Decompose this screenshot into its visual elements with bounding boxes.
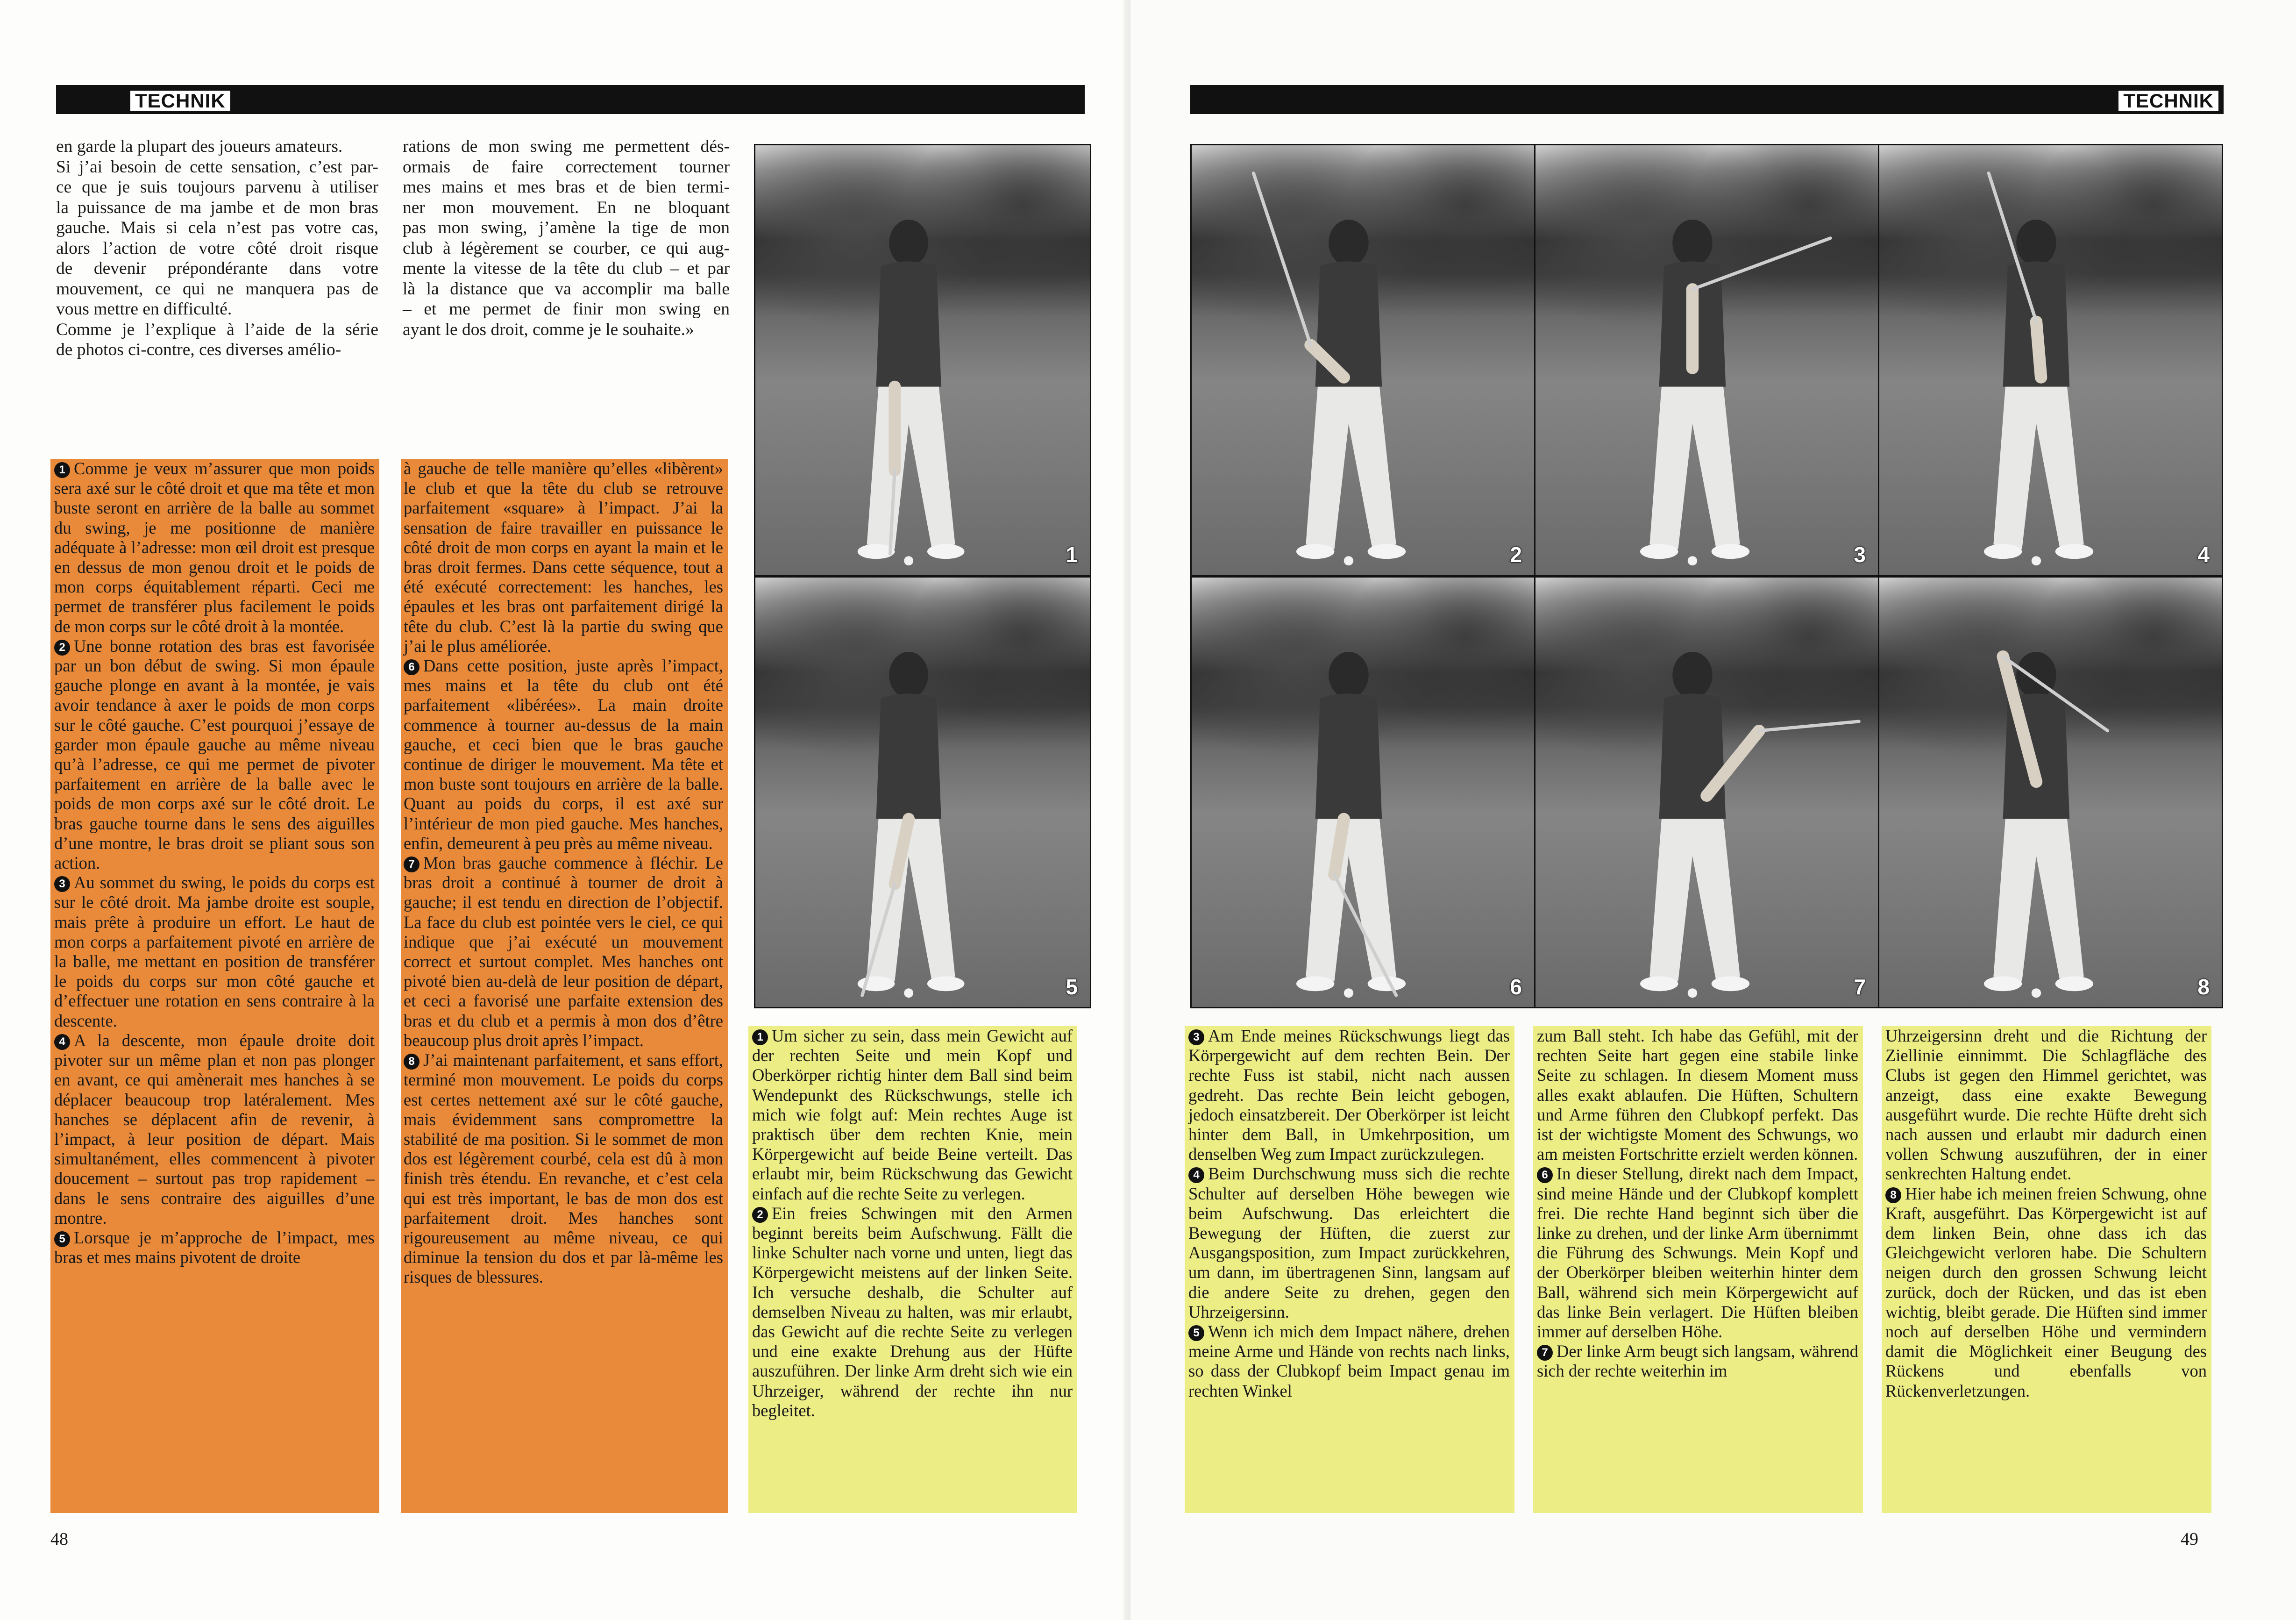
step-number-badge: 3 [54,876,70,892]
french-caption-column-2 [401,459,728,1513]
caption-paragraph [752,1204,1073,1420]
german-caption-column-5-7 [1533,1026,1863,1513]
golfer-figure [755,145,1090,575]
french-caption-column-1 [50,459,379,1513]
intro-line: la puissance de ma jambe et de mon bras [56,198,378,217]
caption-paragraph [1188,1026,1510,1164]
intro-line: gauche. Mais si cela n’est pas votre cas, [56,218,378,237]
step-number-badge: 1 [54,462,70,478]
photo-number: 7 [1854,975,1866,999]
intro-line: mente la vitesse de la tête du club – et par [403,259,730,278]
intro-line: club à légèrement se courber, ce qui aug- [403,238,730,258]
step-number-badge: 3 [1188,1029,1204,1045]
caption-text: Hier habe ich meinen freien Schwung, ohne Kraft, ausgeführt. Das Körpergewicht ist auf dem linken Bein, ohne dass ich das Gleichgewicht verloren habe. Die Schultern neigen durch den grossen Schwung leicht zurück, doch der Rücken, und das ist eben wichtig, bleibt gerade. Die Hüften sind immer noch auf derselben Höhe und vermindern damit die Möglichkeit einer Beugung des Rückens und ebenfalls von Rückenverletzungen. [1885,1184,2207,1400]
swing-photo-8 [1878,576,2223,1008]
step-number-badge: 2 [54,640,70,656]
caption-text: Der linke Arm beugt sich langsam, während sich der rechte weiterhin im [1537,1342,1858,1381]
step-number-badge: 1 [752,1029,768,1045]
golfer-figure [1535,145,1878,575]
page-number-left: 48 [50,1529,68,1549]
caption-paragraph [404,459,723,656]
step-number-badge: 4 [54,1034,70,1050]
caption-text: Um sicher zu sein, dass mein Gewicht auf der rechten Seite und mein Kopf und Oberkörper richtig hinter dem Ball sind beim Wendepunkt des Rückschwungs, stelle ich mich wie folgt auf: Mein rechtes Auge ist praktisch über dem rechten Knie, mein Körpergewicht auf beide Beine verteilt. Das erlaubt mir, beim Rückschwung das Gewicht einfach auf die rechte Seite zu verlegen. [752,1026,1073,1203]
golfer-figure [1879,578,2222,1007]
caption-text: Comme je veux m’assurer que mon poids sera axé sur le côté droit et que ma tête et mon buste seront en arrière de la balle au sommet du swing, je me positionne de manière adéquate à l’adresse: mon œil droit est presque en dessus de mon genou droit et le poids de mon corps équitablement réparti. Ceci me permet de transférer plus facilement le poids de mon corps sur le côté droit à la montée. [54,459,375,636]
caption-paragraph [404,1050,723,1287]
step-number-badge: 6 [1537,1167,1553,1183]
caption-text: Am Ende meines Rückschwungs liegt das Körpergewicht auf dem rechten Bein. Der rechte Fuss ist stabil, nicht nach aussen gedreht. Das rechte Bein leicht gebogen, jedoch einsatzbereit. Der Oberkörper ist leicht hinter dem Ball, in Umkehrposition, um denselben Weg zum Impact zurückzulegen. [1188,1026,1510,1164]
swing-photo-1 [754,144,1091,576]
intro-line: rations de mon swing me permettent dés- [403,137,730,156]
step-number-badge: 8 [404,1054,419,1070]
intro-line: de photos ci-contre, ces diverses amélio- [56,340,341,359]
intro-line: ormais de faire correctement tourner [403,157,730,177]
caption-text: In dieser Stellung, direkt nach dem Impact, sind meine Hände und der Clubkopf komplett frei. Die rechte Hand beginnt sich über die linke zu drehen, und der linke Arm übernimmt die Führung des Schwungs. Mein Kopf und der Oberkörper bleiben weiterhin hinter dem Ball, während sich mein Körpergewicht auf das linke Bein verlagert. Die Hüften bleiben immer auf derselben Höhe. [1537,1164,1858,1342]
caption-paragraph [54,459,375,636]
swing-photo-4 [1878,144,2223,576]
caption-text: à gauche de telle manière qu’elles «libèrent» le club et que la tête du club se retrouve parfaitement «square» à l’impact. J’ai la sensation de faire travailler en puissance le côté droit de mon corps en ayant la main et le bras droit fermes. Dans cette séquence, tout a été exécuté correctement: les hanches, les épaules et les bras ont parfaitement dirigé la tête du club. C’est là la partie du swing que j’ai le plus améliorée. [404,459,723,656]
right-page [1130,0,2296,1620]
intro-line: là la distance que va accomplir ma balle [403,279,730,299]
section-label: TECHNIK [129,89,232,113]
intro-line: pas mon swing, j’amène la tige de mon [403,218,730,237]
step-number-badge: 7 [1537,1345,1553,1361]
step-number-badge: 2 [752,1207,768,1223]
caption-text: zum Ball steht. Ich habe das Gefühl, mit der rechten Seite hart gegen eine stabile linke Seite zu schlagen. In diesem Moment muss alles exakt ablaufen. Die Hüften, Schultern und Arme führen den Clubkopf perfekt. Das ist der wichtigste Moment des Schwungs, wo am meisten Fortschritte erzielt werden können. [1537,1026,1858,1164]
intro-line: ner mon mouvement. En ne bloquant [403,198,730,217]
golfer-figure [1535,578,1878,1007]
photo-number: 5 [1066,975,1078,999]
photo-number: 1 [1066,542,1078,567]
caption-paragraph [1885,1026,2207,1184]
caption-text: Ein freies Schwingen mit den Armen beginnt bereits beim Aufschwung. Fällt die linke Schulter nach vorne und unten, liegt das Körpergewicht meistens auf der linken Seite. Ich versuche deshalb, die Schulter auf demselben Niveau zu halten, was mir erlaubt, das Gewicht auf die rechte Seite zu verlegen und eine exakte Drehung aus der Hüfte auszuführen. Der linke Arm dreht sich wie ein Uhrzeiger, während der rechte ihn nur begleitet. [752,1203,1073,1420]
caption-paragraph [1537,1026,1858,1164]
german-caption-column-7-8 [1882,1026,2211,1513]
step-number-badge: 5 [54,1231,70,1247]
intro-column-1 [56,136,378,360]
golfer-figure [1192,145,1534,575]
caption-text: Une bonne rotation des bras est favorisée par un bon début de swing. Si mon épaule gauche plonge en avant à la montée, je vais avoir tendance à axer le poids de mon corps sur le côté gauche. C’est pourquoi j’essaye de garder mon épaule gauche au même niveau qu’à l’adresse, ce qui me permet de pivoter parfaitement en arrière de la balle avec le poids de mon corps axé sur le côté droit. Le bras gauche tourne dans le sens des aiguilles d’une montre, le bras droit se pliant sous son action. [54,636,375,873]
caption-text: Au sommet du swing, le poids du corps est sur le côté droit. Ma jambe droite est souple, mais prête à produire un effort. Le haut de mon corps a parfaitement pivoté en arrière de la balle, me mettant en position de transférer le poids du corps sur mon côté gauche et d’effectuer une rotation en sens contraire à la descente. [54,873,375,1030]
intro-line: vous mettre en difficulté. [56,300,232,319]
intro-line: – et me permet de finir mon swing en [403,300,730,319]
step-number-badge: 5 [1188,1325,1204,1341]
golfer-figure [1192,578,1534,1007]
photo-number: 2 [1510,542,1522,567]
photo-number: 4 [2197,542,2210,567]
section-banner [56,85,1085,114]
intro-line: de devenir prépondérante dans votre [56,259,378,278]
intro-line: Si j’ai besoin de cette sensation, c’est par- [56,157,378,177]
section-banner-right [1190,85,2224,114]
intro-line: mouvement, ce qui ne manquera pas de [56,279,378,299]
caption-paragraph [54,1228,375,1267]
caption-paragraph [1537,1342,1858,1381]
caption-paragraph [404,656,723,853]
golfer-figure [755,578,1090,1007]
german-caption-column [748,1026,1077,1513]
intro-line: mes mains et mes bras et de bien termi- [403,178,730,197]
step-number-badge: 8 [1885,1187,1901,1203]
caption-paragraph [1188,1164,1510,1322]
swing-photo-7 [1534,576,1879,1008]
caption-text: J’ai maintenant parfaitement, et sans effort, terminé mon mouvement. Le poids du corps est certes nettement axé sur le côté gauche, mais évidemment sans compromettre la stabilité de ma position. Si le sommet de mon dos est légèrement courbé, cela est dû à mon finish très étendu. En revanche, et c’est cela qui est très important, le bas de mon dos est parfaitement droit. Mes hanches sont rigoureusement au même niveau, ce qui diminue la tension du dos et par là-même les risques de blessures. [404,1050,723,1287]
swing-photo-3 [1534,144,1879,576]
caption-paragraph [1885,1184,2207,1401]
intro-column-2 [403,136,730,340]
german-caption-column-3-5 [1185,1026,1514,1513]
caption-text: Uhrzeigersinn dreht und die Richtung der Ziellinie einnimmt. Die Schlagfläche des Clubs ist gegen den Himmel gerichtet, was anzeigt, dass eine exakte Bewegung ausgeführt wurde. Die rechte Hüfte dreht sich nach aussen und erlaubt mir dadurch einen vollen Schwung auszuführen, der in einer senkrechten Haltung endet. [1885,1026,2207,1184]
section-label-right: TECHNIK [2117,89,2220,113]
intro-line: ce que je suis toujours parvenu à utiliser [56,178,378,197]
caption-text: A la descente, mon épaule droite doit pivoter sur un même plan et non pas plonger en avant, ce qui amènerait mes hanches à se déplacer beaucoup trop latéralement. Mes hanches se déplacent afin de revenir, à l’impact, à leur position de départ. Mais simultanément, elles commencent à pivoter doucement – surtout pas trop rapidement – dans le sens contraire des aiguilles d’une montre. [54,1030,375,1227]
intro-line: en garde la plupart des joueurs amateurs. [56,137,343,156]
photo-number: 3 [1854,542,1866,567]
step-number-badge: 7 [404,856,419,872]
caption-paragraph [1188,1322,1510,1401]
step-number-badge: 4 [1188,1167,1204,1183]
caption-paragraph [54,1031,375,1228]
intro-line: alors l’action de votre côté droit risque [56,238,378,258]
swing-photo-6 [1190,576,1535,1008]
photo-number: 8 [2197,975,2210,999]
page-number-right: 49 [2181,1529,2198,1549]
caption-paragraph [1537,1164,1858,1342]
caption-paragraph [54,636,375,873]
caption-paragraph [54,873,375,1031]
caption-text: Mon bras gauche commence à fléchir. Le bras droit a continué à tourner de droit à gauche; il est tendu en direction de l’objectif. La face du club est pointée vers le ciel, ce qui indique que j’ai exécuté un mouvement correct et surtout complet. Mes hanches ont pivoté bien au-delà de leur position de départ, et ceci a favorisé une parfaite extension des bras et du club et a permis à mon dos d’être beaucoup plus droit après l’impact. [404,853,723,1050]
swing-photo-2 [1190,144,1535,576]
step-number-badge: 6 [404,659,419,675]
intro-line: ayant le dos droit, comme je le souhaite.» [403,320,694,339]
caption-paragraph [752,1026,1073,1204]
caption-text: Beim Durchschwung muss sich die rechte Schulter auf derselben Höhe bewegen wie beim Aufschwung. Das erleichtert die Bewegung der Hüften, die zuerst zur Ausgangsposition, zum Impact zurückkehren, um dann, im übertragenen Sinn, langsam auf die andere Seite zu drehen, gegen den Uhrzeigersinn. [1188,1164,1510,1321]
caption-text: Lorsque je m’approche de l’impact, mes bras et mes mains pivotent de droite [54,1227,375,1267]
left-page [0,0,1130,1620]
intro-line: Comme je l’explique à l’aide de la série [56,320,378,339]
photo-number: 6 [1510,975,1522,999]
caption-text: Wenn ich mich dem Impact nähere, drehen meine Arme und Hände von rechts nach links, so dass der Clubkopf beim Impact genau im rechten Winkel [1188,1322,1510,1400]
swing-photo-5 [754,576,1091,1008]
golfer-figure [1879,145,2222,575]
caption-text: Dans cette position, juste après l’impact, mes mains et la tête du club ont été parfaitement «libérées». La main droite commence à tourner au-dessus de la main gauche, et ceci bien que le bras gauche continue de diriger le mouvement. Ma tête et mon buste sont toujours en arrière de la balle. Quant au poids du corps, il est axé sur l’intérieur de mon pied gauche. Mes hanches, enfin, demeurent à peu près au même niveau. [404,656,723,853]
caption-paragraph [404,853,723,1050]
